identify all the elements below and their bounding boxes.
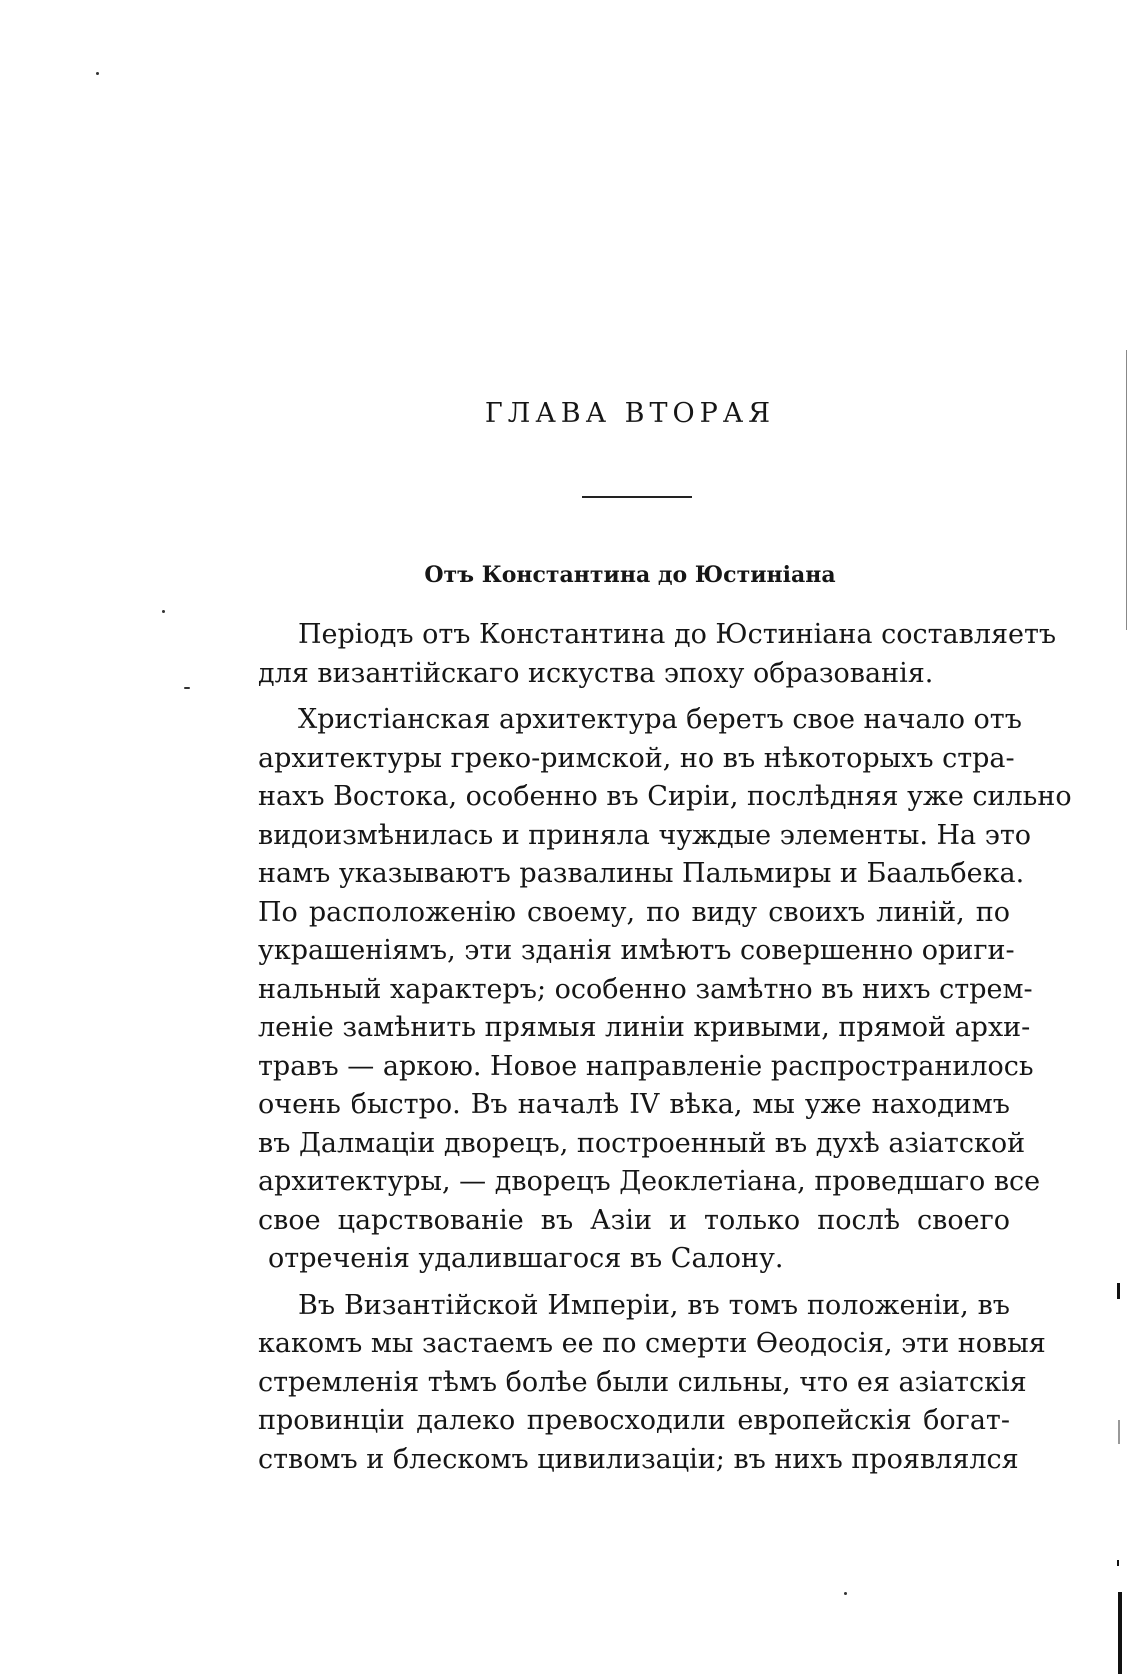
body-text	[258, 616, 1072, 1479]
text-line: провинціи далеко превосходили европейскія богат-	[258, 1405, 1010, 1436]
text-line: намъ указываютъ развалины Пальмиры и Баальбека.	[258, 858, 1025, 889]
section-title: Отъ Константина до Юстиніана	[424, 562, 836, 588]
text-line: какомъ мы застаемъ ее по смерти Ѳеодосія, эти новыя	[258, 1328, 1046, 1359]
text-line: отреченія удалившагося въ Салону.	[268, 1243, 784, 1274]
text-line: нальный характеръ; особенно замѣтно въ нихъ стрем-	[258, 973, 1033, 1005]
text-line: видоизмѣнилась и приняла чуждые элементы. На это	[258, 819, 1032, 851]
scan-speck	[96, 72, 99, 75]
text-line: свое царствованіе въ Азіи и только послѣ своего	[258, 1204, 1010, 1236]
text-line: для византійскаго искуства эпоху образованія.	[258, 657, 934, 689]
text-line: архитектуры греко-римской, но въ нѣкоторыхъ стра-	[258, 742, 1015, 774]
text-line: По расположенію своему, по виду своихъ линій, по	[258, 896, 1010, 928]
page-edge-mark	[1118, 1592, 1122, 1674]
text-line: архитектуры, — дворецъ Деоклетіана, проведшаго все	[258, 1166, 1041, 1197]
text-line: въ Далмаціи дворецъ, построенный въ духѣ азіатской	[258, 1127, 1026, 1159]
text-line: стремленія тѣмъ болѣе были сильны, что ея азіатскія	[258, 1366, 1027, 1398]
text-line: нахъ Востока, особенно въ Сиріи, послѣдняя уже сильно	[258, 781, 1072, 812]
text-line: ствомъ и блескомъ цивилизаціи; въ нихъ проявлялся	[258, 1443, 1019, 1475]
text-line: леніе замѣнить прямыя линіи кривыми, прямой архи-	[258, 1012, 1031, 1043]
paragraph-1	[258, 616, 1057, 693]
page-edge-mark	[1118, 1420, 1120, 1444]
scan-speck	[184, 687, 190, 689]
page-edge-mark	[1126, 350, 1127, 630]
text-line: Въ Византійской Имперіи, въ томъ положеніи, въ	[298, 1289, 1010, 1321]
text-line: украшеніямъ, эти зданія имѣютъ совершенно ориги-	[258, 935, 1015, 966]
scan-speck	[844, 1592, 847, 1595]
text-line: Христіанская архитектура беретъ свое начало отъ	[298, 704, 1022, 735]
text-line: травъ — аркою. Новое направленіе распространилось	[258, 1050, 1034, 1082]
page-edge-mark	[1117, 1283, 1120, 1299]
paragraph-3	[258, 1287, 1046, 1480]
paragraph-2	[258, 701, 1072, 1279]
text-line: очень быстро. Въ началѣ IV вѣка, мы уже находимъ	[258, 1089, 1010, 1120]
text-line: Періодъ отъ Константина до Юстиніана составляетъ	[298, 619, 1057, 650]
page-edge-mark	[1117, 1560, 1119, 1566]
scan-speck	[162, 610, 165, 613]
chapter-title: ГЛАВА ВТОРАЯ	[484, 398, 776, 429]
title-rule	[582, 496, 692, 498]
